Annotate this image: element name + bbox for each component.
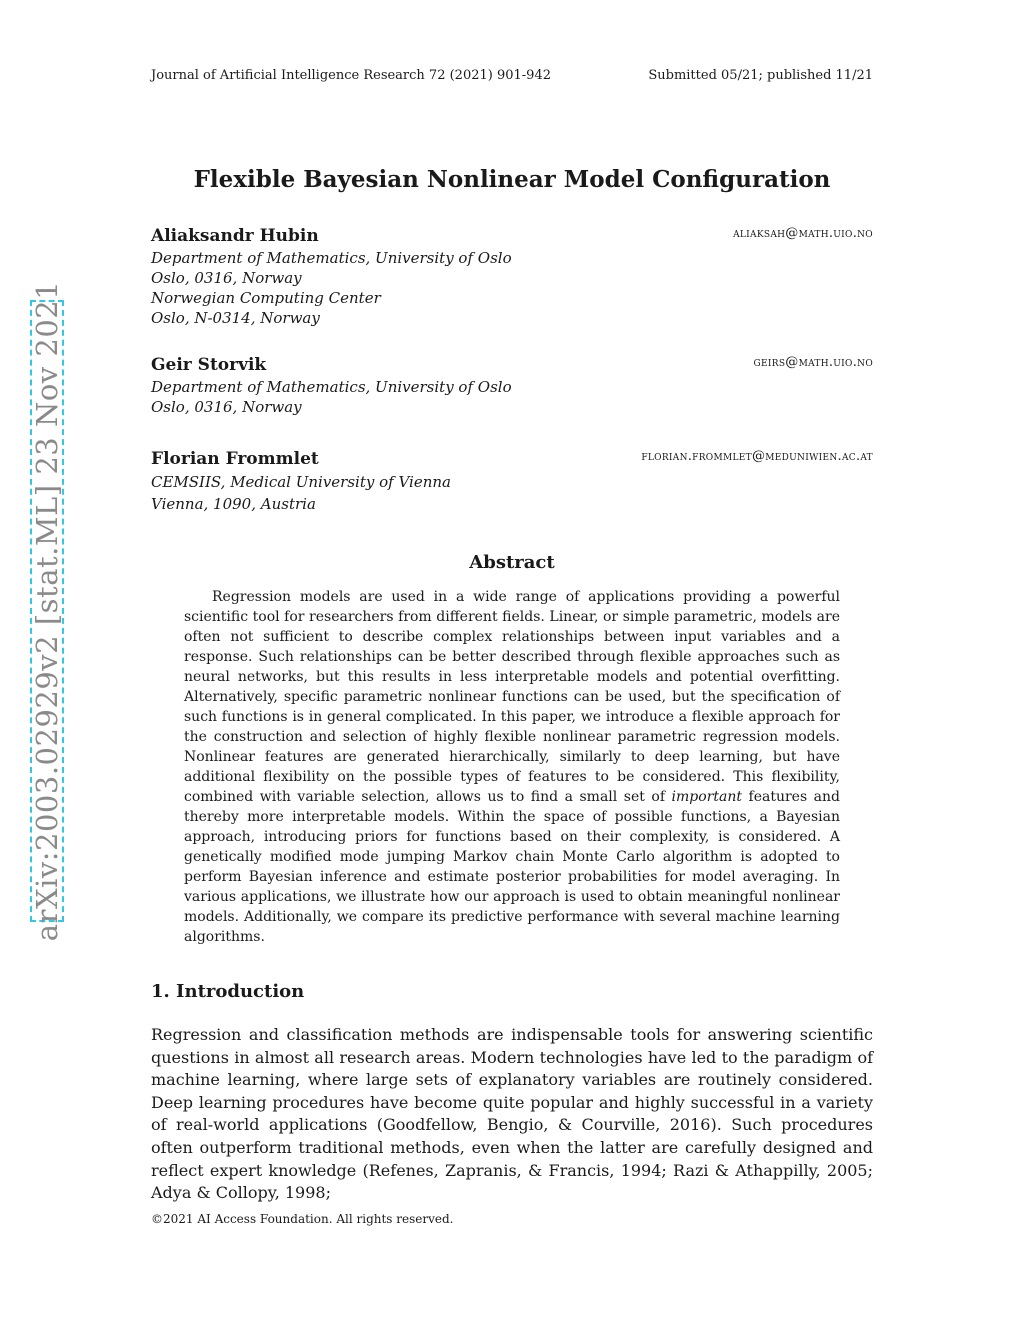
arxiv-identifier[interactable]: arXiv:2003.02929v2 [stat.ML] 23 Nov 2021 bbox=[30, 280, 64, 942]
author-affiliation: Vienna, 1090, Austria bbox=[151, 495, 316, 513]
abstract-emphasis: important bbox=[671, 789, 742, 805]
author-email: geirs@math.uio.no bbox=[753, 355, 873, 370]
author-name: Geir Storvik bbox=[151, 355, 267, 375]
author-name: Aliaksandr Hubin bbox=[151, 226, 319, 246]
author-block bbox=[151, 224, 873, 328]
abstract-paragraph bbox=[184, 587, 840, 947]
abstract-body bbox=[184, 587, 840, 947]
abstract-text: features and thereby more interpretable models. Within the space of possible functions, a Bayesian approach, introducing priors for functions based on their complexity, is considered. A genetically modified mode jumping Markov chain Monte Carlo algorithm is adopted to perform Bayesian inference and estimate posterior probabilities for model averaging. In various applications, we illustrate how our approach is used to obtain meaningful nonlinear models. Additionally, we compare its predictive performance with several machine learning algorithms. bbox=[184, 789, 840, 945]
author-affiliation: Oslo, 0316, Norway bbox=[151, 398, 302, 416]
submission-dates: Submitted 05/21; published 11/21 bbox=[648, 68, 873, 83]
author-affiliation: Oslo, 0316, Norway bbox=[151, 269, 302, 287]
author-block bbox=[151, 447, 873, 515]
introduction-body bbox=[151, 1024, 873, 1205]
author-affiliation: Department of Mathematics, University of Oslo bbox=[151, 249, 512, 267]
author-affiliation: Oslo, N-0314, Norway bbox=[151, 309, 320, 327]
abstract-text: Regression models are used in a wide range of applications providing a powerful scientific tool for researchers from different fields. Linear, or simple parametric, models are often not sufficient to describe complex relationships between input variables and a response. Such relationships can be better described through flexible approaches such as neural networks, but this results in less interpretable models and potential overfitting. Alternatively, specific parametric nonlinear functions can be used, but the specification of such functions is in general complicated. In this paper, we introduce a flexible approach for the construction and selection of highly flexible nonlinear parametric regression models. Nonlinear features are generated hierarchically, similarly to deep learning, but have additional flexibility on the possible types of features to be considered. This flexibility, combined with variable selection, allows us to find a small set of bbox=[184, 589, 840, 805]
journal-header: Journal of Artificial Intelligence Research 72 (2021) 901-942 bbox=[151, 68, 551, 83]
author-block bbox=[151, 353, 873, 417]
author-affiliation: Norwegian Computing Center bbox=[151, 289, 381, 307]
author-affiliation: Department of Mathematics, University of Oslo bbox=[151, 378, 512, 396]
author-affiliation: CEMSIIS, Medical University of Vienna bbox=[151, 473, 451, 491]
copyright-footer: ©2021 AI Access Foundation. All rights reserved. bbox=[151, 1212, 454, 1226]
paper-title: Flexible Bayesian Nonlinear Model Configuration bbox=[193, 166, 831, 193]
author-name: Florian Frommlet bbox=[151, 449, 319, 469]
introduction-paragraph: Regression and classification methods are indispensable tools for answering scientific questions in almost all research areas. Modern technologies have led to the paradigm of machine learning, where large sets of explanatory variables are routinely considered. Deep learning procedures have become quite popular and highly successful in a variety of real-world applications (Goodfellow, Bengio, & Courville, 2016). Such procedures often outperform traditional methods, even when the latter are carefully designed and reflect expert knowledge (Refenes, Zapranis, & Francis, 1994; Razi & Athappilly, 2005; Adya & Collopy, 1998; bbox=[151, 1025, 873, 1203]
section-heading: 1. Introduction bbox=[151, 981, 305, 1002]
author-email: aliaksah@math.uio.no bbox=[733, 226, 873, 241]
author-email: florian.frommlet@meduniwien.ac.at bbox=[641, 449, 873, 464]
abstract-heading: Abstract bbox=[469, 552, 555, 573]
